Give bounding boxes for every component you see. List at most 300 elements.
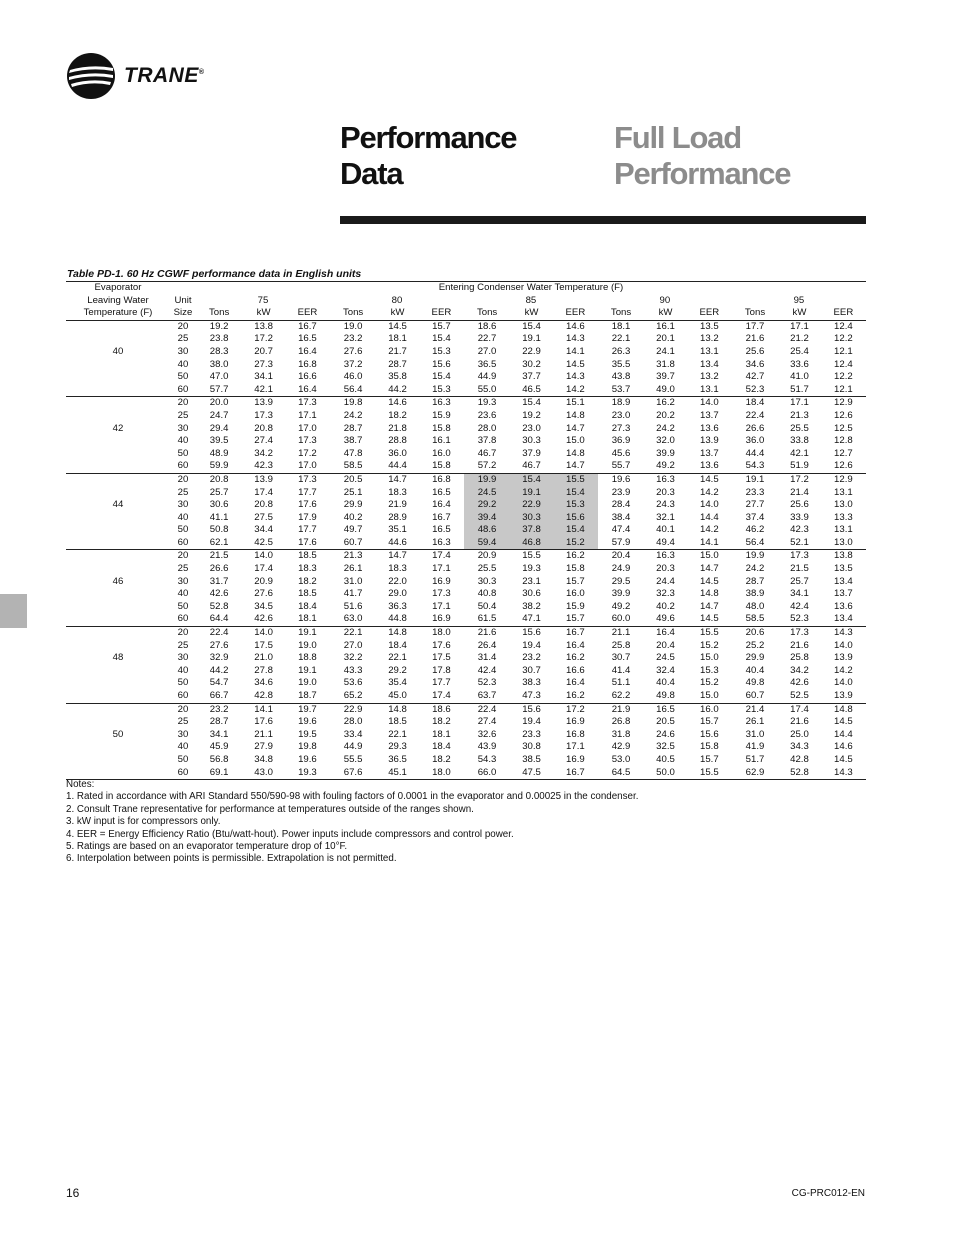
value-cell: 53.7 <box>611 383 631 395</box>
page-title: Performance Data <box>340 120 517 191</box>
value-cell: 15.5 <box>687 767 732 780</box>
value-cell: 59.4 <box>464 537 510 550</box>
value-cell: 22.7 <box>477 333 497 345</box>
value-cell: 12.4 <box>821 320 866 333</box>
unit-size-cell: 25 <box>177 639 189 651</box>
value-cell: 15.4 <box>432 371 451 383</box>
value-cell: 18.4 <box>732 397 778 410</box>
value-cell: 34.6 <box>745 358 765 370</box>
value-cell: 57.2 <box>477 460 497 472</box>
value-cell: 29.4 <box>209 422 229 434</box>
value-cell: 21.6 <box>790 716 809 728</box>
value-cell: 14.8 <box>566 447 585 459</box>
value-cell: 21.3 <box>330 550 376 563</box>
note-item: 6. Interpolation between points is permissible. Extrapolation is not permitted. <box>66 853 397 865</box>
value-cell: 17.0 <box>298 422 317 434</box>
value-cell: 12.6 <box>834 409 853 421</box>
value-cell: 34.1 <box>209 728 229 740</box>
value-cell: 13.5 <box>834 563 853 575</box>
value-cell: 24.5 <box>464 487 510 500</box>
value-cell: 16.0 <box>566 588 585 600</box>
value-cell: 17.4 <box>778 703 821 716</box>
table-row <box>66 627 866 640</box>
value-cell: 30.3 <box>522 435 541 447</box>
unit-size-cell: 50 <box>177 524 189 536</box>
value-cell: 19.3 <box>285 767 330 780</box>
column-header-kw: kW <box>524 307 539 319</box>
value-cell: 13.9 <box>242 473 285 486</box>
value-cell: 46.7 <box>477 447 497 459</box>
value-cell: 14.7 <box>700 563 719 575</box>
value-cell: 19.6 <box>298 716 317 728</box>
value-cell: 27.4 <box>477 716 497 728</box>
value-cell: 31.8 <box>611 728 631 740</box>
value-cell: 14.8 <box>376 627 419 640</box>
value-cell: 20.6 <box>732 627 778 640</box>
value-cell: 42.5 <box>254 536 273 548</box>
value-cell: 44.2 <box>388 383 407 395</box>
value-cell: 28.7 <box>388 358 407 370</box>
value-cell: 49.8 <box>745 677 765 689</box>
value-cell: 19.6 <box>598 473 644 486</box>
value-cell: 31.4 <box>477 652 497 664</box>
value-cell: 35.5 <box>611 358 631 370</box>
value-cell: 42.4 <box>477 664 497 676</box>
value-cell: 18.1 <box>298 613 317 625</box>
value-cell: 33.4 <box>343 728 363 740</box>
value-cell: 33.8 <box>790 435 809 447</box>
value-cell: 15.1 <box>553 397 598 410</box>
note-item: 3. kW input is for compressors only. <box>66 816 221 828</box>
value-cell: 15.4 <box>553 487 598 500</box>
value-cell: 21.2 <box>790 333 809 345</box>
value-cell: 16.8 <box>566 728 585 740</box>
value-cell: 23.2 <box>343 333 363 345</box>
value-cell: 36.5 <box>388 753 407 765</box>
value-cell: 15.6 <box>510 627 553 640</box>
value-cell: 67.6 <box>330 767 376 780</box>
table-row <box>66 563 866 576</box>
value-cell: 27.7 <box>745 499 765 511</box>
value-cell: 52.1 <box>790 536 809 548</box>
value-cell: 19.5 <box>298 728 317 740</box>
value-cell: 29.9 <box>343 499 363 511</box>
value-cell: 19.4 <box>522 716 541 728</box>
value-cell: 20.2 <box>656 409 675 421</box>
value-cell: 33.6 <box>790 358 809 370</box>
value-cell: 54.3 <box>477 753 497 765</box>
performance-table <box>66 281 866 780</box>
value-cell: 12.8 <box>834 435 853 447</box>
unit-size-cell: 60 <box>170 767 196 780</box>
value-cell: 60.0 <box>611 613 631 625</box>
value-cell: 13.2 <box>700 333 719 345</box>
value-cell: 20.9 <box>254 575 273 587</box>
value-cell: 28.0 <box>343 716 363 728</box>
value-cell: 62.1 <box>209 536 229 548</box>
value-cell: 22.4 <box>196 627 242 640</box>
value-cell: 14.2 <box>566 383 585 395</box>
value-cell: 15.7 <box>419 320 464 333</box>
value-cell: 18.3 <box>388 486 407 498</box>
value-cell: 20.8 <box>254 422 273 434</box>
value-cell: 14.4 <box>700 511 719 523</box>
value-cell: 21.9 <box>598 703 644 716</box>
value-cell: 21.5 <box>196 550 242 563</box>
value-cell: 16.3 <box>419 397 464 410</box>
unit-size-cell: 25 <box>177 486 189 498</box>
value-cell: 47.8 <box>343 447 363 459</box>
value-cell: 24.7 <box>209 409 229 421</box>
value-cell: 33.9 <box>790 511 809 523</box>
unit-size-cell: 30 <box>177 422 189 434</box>
value-cell: 53.0 <box>611 753 631 765</box>
table-row <box>66 613 866 626</box>
trane-logo <box>66 52 205 100</box>
value-cell: 14.7 <box>376 550 419 563</box>
column-header-eer: EER <box>699 307 720 319</box>
value-cell: 16.4 <box>566 639 585 651</box>
value-cell: 25.6 <box>790 499 809 511</box>
value-cell: 17.9 <box>298 511 317 523</box>
value-cell: 20.5 <box>656 716 675 728</box>
value-cell: 15.4 <box>510 473 553 486</box>
evap-temp-cell: 50 <box>112 728 124 740</box>
column-header-kw: kW <box>792 307 807 319</box>
value-cell: 39.5 <box>209 435 229 447</box>
value-cell: 18.4 <box>388 639 407 651</box>
value-cell: 35.8 <box>388 371 407 383</box>
value-cell: 21.4 <box>790 486 809 498</box>
table-row <box>66 384 866 397</box>
value-cell: 16.5 <box>432 524 451 536</box>
value-cell: 53.6 <box>343 677 363 689</box>
value-cell: 16.0 <box>687 703 732 716</box>
value-cell: 27.0 <box>477 345 497 357</box>
table-caption: Table PD-1. 60 Hz CGWF performance data in English units <box>67 268 362 280</box>
value-cell: 19.1 <box>285 627 330 640</box>
value-cell: 29.9 <box>745 652 765 664</box>
value-cell: 34.2 <box>790 664 809 676</box>
value-cell: 22.1 <box>388 728 407 740</box>
value-cell: 38.9 <box>745 588 765 600</box>
value-cell: 18.3 <box>388 563 407 575</box>
value-cell: 49.0 <box>656 383 675 395</box>
table-row <box>66 410 866 423</box>
unit-size-cell: 60 <box>177 383 189 395</box>
value-cell: 14.8 <box>700 588 719 600</box>
trane-logo-mark-icon <box>66 52 116 100</box>
value-cell: 21.7 <box>388 345 407 357</box>
value-cell: 16.9 <box>432 575 451 587</box>
value-cell: 18.2 <box>298 575 317 587</box>
value-cell: 25.8 <box>790 652 809 664</box>
value-cell: 66.0 <box>464 767 510 780</box>
unit-size-cell: 20 <box>170 550 196 563</box>
value-cell: 37.8 <box>510 524 553 537</box>
value-cell: 27.4 <box>254 435 273 447</box>
section-side-tab <box>0 594 27 628</box>
value-cell: 37.8 <box>477 435 497 447</box>
table-row <box>66 576 866 589</box>
value-cell: 40.2 <box>343 511 363 523</box>
value-cell: 18.5 <box>285 550 330 563</box>
table-row <box>66 703 866 716</box>
temp-header: 75 <box>257 294 269 306</box>
value-cell: 55.7 <box>611 460 631 472</box>
value-cell: 16.6 <box>566 664 585 676</box>
value-cell: 27.6 <box>209 639 229 651</box>
value-cell: 50.4 <box>477 600 497 612</box>
value-cell: 15.3 <box>432 383 451 395</box>
value-cell: 28.7 <box>209 716 229 728</box>
document-id: CG-PRC012-EN <box>791 1188 865 1199</box>
value-cell: 15.2 <box>553 537 598 550</box>
value-cell: 42.6 <box>790 677 809 689</box>
value-cell: 64.5 <box>598 767 644 780</box>
value-cell: 38.7 <box>343 435 363 447</box>
value-cell: 22.1 <box>611 333 631 345</box>
value-cell: 14.7 <box>376 473 419 486</box>
value-cell: 15.0 <box>566 435 585 447</box>
value-cell: 16.3 <box>432 536 451 548</box>
value-cell: 18.3 <box>298 563 317 575</box>
value-cell: 14.7 <box>566 422 585 434</box>
unit-size-cell: 20 <box>170 703 196 716</box>
value-cell: 13.9 <box>242 397 285 410</box>
value-cell: 18.1 <box>598 320 644 333</box>
note-item: 1. Rated in accordance with ARI Standard 550/590-98 with fouling factors of 0.0001 in the evaporator and 0.00025 in the condenser. <box>66 791 639 803</box>
value-cell: 20.3 <box>656 486 675 498</box>
unit-header-line: Unit <box>174 294 192 306</box>
value-cell: 23.0 <box>611 409 631 421</box>
value-cell: 43.3 <box>343 664 363 676</box>
value-cell: 48.9 <box>209 447 229 459</box>
value-cell: 13.1 <box>834 486 853 498</box>
value-cell: 18.0 <box>419 627 464 640</box>
value-cell: 30.7 <box>611 652 631 664</box>
value-cell: 64.4 <box>209 613 229 625</box>
value-cell: 17.3 <box>778 550 821 563</box>
value-cell: 15.4 <box>510 397 553 410</box>
value-cell: 12.1 <box>834 345 853 357</box>
value-cell: 14.8 <box>376 703 419 716</box>
value-cell: 17.2 <box>254 333 273 345</box>
value-cell: 14.1 <box>566 345 585 357</box>
value-cell: 44.2 <box>209 664 229 676</box>
value-cell: 14.0 <box>834 677 853 689</box>
value-cell: 19.9 <box>464 473 510 486</box>
value-cell: 25.5 <box>477 563 497 575</box>
value-cell: 25.5 <box>790 422 809 434</box>
value-cell: 19.4 <box>522 639 541 651</box>
column-header-kw: kW <box>390 307 405 319</box>
value-cell: 43.9 <box>477 741 497 753</box>
table-row <box>66 690 866 703</box>
value-cell: 59.9 <box>209 460 229 472</box>
value-cell: 17.6 <box>254 716 273 728</box>
value-cell: 56.4 <box>745 536 765 548</box>
value-cell: 56.8 <box>209 753 229 765</box>
temp-header: 85 <box>525 294 537 306</box>
unit-size-cell: 50 <box>177 600 189 612</box>
value-cell: 36.0 <box>745 435 765 447</box>
value-cell: 17.6 <box>298 499 317 511</box>
value-cell: 37.4 <box>745 511 765 523</box>
value-cell: 16.5 <box>298 333 317 345</box>
value-cell: 39.4 <box>464 512 510 525</box>
value-cell: 17.1 <box>778 320 821 333</box>
value-cell: 18.1 <box>432 728 451 740</box>
value-cell: 27.8 <box>254 664 273 676</box>
value-cell: 40.8 <box>477 588 497 600</box>
value-cell: 25.7 <box>790 575 809 587</box>
value-cell: 17.6 <box>432 639 451 651</box>
value-cell: 63.0 <box>343 613 363 625</box>
value-cell: 20.9 <box>464 550 510 563</box>
value-cell: 28.4 <box>611 499 631 511</box>
value-cell: 47.5 <box>510 767 553 780</box>
value-cell: 14.1 <box>700 536 719 548</box>
unit-size-cell: 20 <box>170 473 196 486</box>
value-cell: 49.6 <box>656 613 675 625</box>
value-cell: 41.0 <box>790 371 809 383</box>
table-row <box>66 716 866 729</box>
value-cell: 20.7 <box>254 345 273 357</box>
value-cell: 15.0 <box>700 690 719 701</box>
value-cell: 31.8 <box>656 358 675 370</box>
value-cell: 36.5 <box>477 358 497 370</box>
value-cell: 17.5 <box>254 639 273 651</box>
value-cell: 43.0 <box>242 767 285 780</box>
column-header-tons: Tons <box>342 307 364 319</box>
value-cell: 17.7 <box>298 524 317 536</box>
value-cell: 15.7 <box>700 753 719 765</box>
unit-size-cell: 20 <box>170 320 196 333</box>
value-cell: 17.4 <box>254 563 273 575</box>
table-row <box>66 652 866 665</box>
value-cell: 45.0 <box>388 690 407 701</box>
table-row <box>66 460 866 473</box>
value-cell: 22.9 <box>522 345 541 357</box>
value-cell: 17.7 <box>432 677 451 689</box>
table-row <box>66 524 866 537</box>
value-cell: 17.4 <box>432 690 451 701</box>
value-cell: 34.5 <box>254 600 273 612</box>
value-cell: 21.9 <box>388 499 407 511</box>
notes <box>66 779 638 866</box>
value-cell: 16.2 <box>553 550 598 563</box>
value-cell: 19.3 <box>522 563 541 575</box>
value-cell: 15.7 <box>700 716 719 728</box>
value-cell: 41.1 <box>209 511 229 523</box>
value-cell: 51.6 <box>343 600 363 612</box>
value-cell: 32.3 <box>656 588 675 600</box>
value-cell: 28.7 <box>745 575 765 587</box>
value-cell: 18.9 <box>598 397 644 410</box>
value-cell: 38.2 <box>522 600 541 612</box>
value-cell: 31.7 <box>209 575 229 587</box>
value-cell: 13.2 <box>700 371 719 383</box>
value-cell: 24.4 <box>656 575 675 587</box>
unit-size-cell: 60 <box>177 690 189 701</box>
value-cell: 15.6 <box>510 703 553 716</box>
unit-size-cell: 30 <box>177 499 189 511</box>
value-cell: 16.7 <box>432 511 451 523</box>
value-cell: 17.3 <box>298 435 317 447</box>
value-cell: 26.3 <box>611 345 631 357</box>
value-cell: 15.7 <box>566 575 585 587</box>
value-cell: 17.2 <box>553 703 598 716</box>
unit-size-cell: 50 <box>177 753 189 765</box>
value-cell: 12.2 <box>834 333 853 345</box>
value-cell: 13.4 <box>834 575 853 587</box>
value-cell: 15.8 <box>700 741 719 753</box>
value-cell: 48.6 <box>464 524 510 537</box>
value-cell: 21.6 <box>790 639 809 651</box>
unit-size-cell: 40 <box>177 664 189 676</box>
value-cell: 26.6 <box>745 422 765 434</box>
column-header-eer: EER <box>565 307 586 319</box>
value-cell: 24.9 <box>611 563 631 575</box>
value-cell: 26.8 <box>611 716 631 728</box>
value-cell: 57.7 <box>209 383 229 395</box>
value-cell: 34.1 <box>790 588 809 600</box>
value-cell: 21.0 <box>254 652 273 664</box>
value-cell: 45.1 <box>376 767 419 780</box>
value-cell: 15.3 <box>553 499 598 512</box>
table-row <box>66 487 866 500</box>
value-cell: 18.0 <box>419 767 464 780</box>
value-cell: 17.2 <box>778 473 821 486</box>
table-row <box>66 741 866 754</box>
value-cell: 14.2 <box>700 486 719 498</box>
value-cell: 32.4 <box>656 664 675 676</box>
value-cell: 49.8 <box>656 690 675 701</box>
value-cell: 26.1 <box>745 716 765 728</box>
value-cell: 56.4 <box>343 383 363 395</box>
value-cell: 17.1 <box>298 409 317 421</box>
value-cell: 22.0 <box>388 575 407 587</box>
value-cell: 17.7 <box>298 486 317 498</box>
value-cell: 25.4 <box>790 345 809 357</box>
value-cell: 16.8 <box>419 473 464 486</box>
value-cell: 47.3 <box>522 690 541 701</box>
value-cell: 26.6 <box>209 563 229 575</box>
value-cell: 14.5 <box>376 320 419 333</box>
value-cell: 23.3 <box>745 486 765 498</box>
value-cell: 19.0 <box>330 320 376 333</box>
table-row <box>66 359 866 372</box>
evap-temp-cell: 48 <box>112 652 124 664</box>
value-cell: 16.0 <box>432 447 451 459</box>
value-cell: 60.7 <box>745 690 765 701</box>
value-cell: 46.2 <box>745 524 765 536</box>
unit-size-cell: 60 <box>177 536 189 548</box>
value-cell: 42.6 <box>209 588 229 600</box>
value-cell: 19.1 <box>522 333 541 345</box>
value-cell: 16.3 <box>644 473 687 486</box>
evap-header-line: Evaporator <box>66 282 170 295</box>
value-cell: 14.5 <box>834 753 853 765</box>
unit-size-cell: 25 <box>177 563 189 575</box>
table-row <box>66 499 866 512</box>
value-cell: 52.3 <box>477 677 497 689</box>
value-cell: 32.0 <box>656 435 675 447</box>
value-cell: 20.0 <box>196 397 242 410</box>
value-cell: 14.8 <box>566 409 585 421</box>
value-cell: 15.6 <box>700 728 719 740</box>
